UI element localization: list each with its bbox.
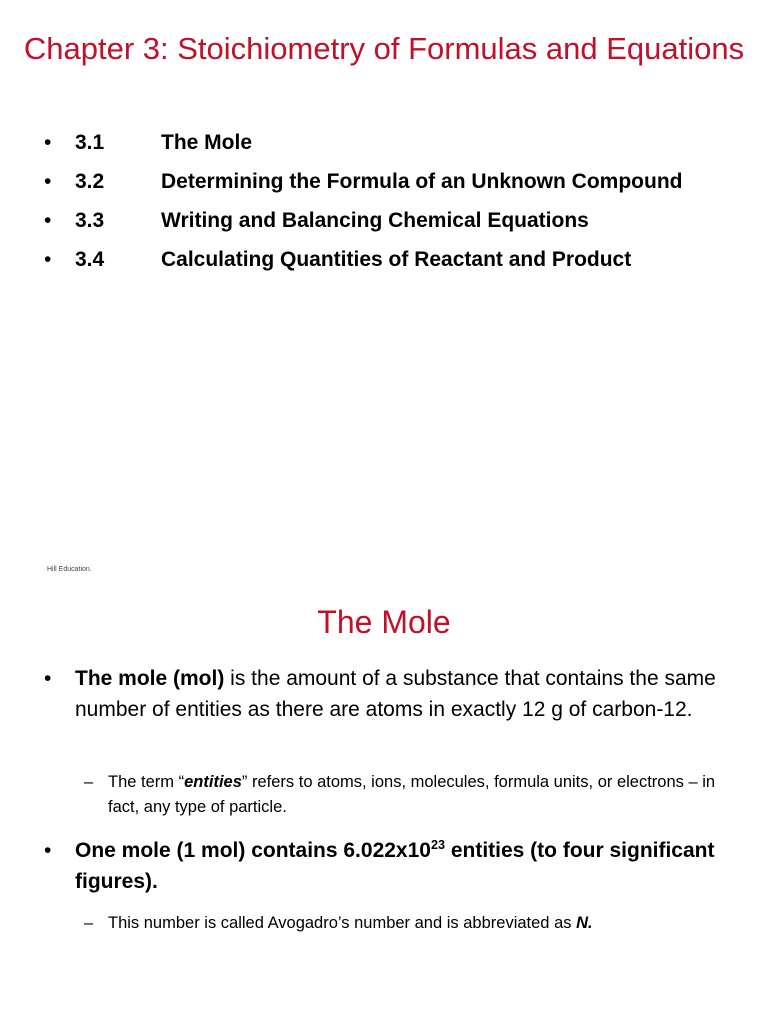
sub-bullet-text — [108, 911, 723, 936]
exponent: 23 — [430, 838, 445, 852]
sub-bullet-text — [108, 770, 723, 820]
bullet-text — [75, 835, 725, 897]
bold-term: The mole (mol) — [75, 667, 225, 690]
toc-section-number: 3.3 — [75, 209, 105, 232]
bullet-glyph: • — [44, 839, 52, 862]
text-run: One mole (1 mol) contains 6.022x10 — [75, 839, 431, 862]
bullet-glyph: • — [44, 667, 52, 690]
slide-title: Chapter 3: Stoichiometry of Formulas and Equations — [23, 31, 745, 66]
emphasized-term: entities — [184, 773, 242, 791]
slide-title: The Mole — [317, 604, 451, 640]
slide-the-mole — [0, 580, 768, 1024]
dash-glyph: – — [84, 914, 94, 932]
emphasized-symbol: N. — [576, 914, 593, 932]
copyright-credit: Hill Education. — [47, 566, 92, 573]
toc-section-number: 3.4 — [75, 248, 105, 271]
text-run: The term “ — [108, 773, 185, 791]
toc-section-number: 3.2 — [75, 170, 105, 193]
bullet-glyph: • — [44, 170, 52, 193]
bullet-text — [75, 663, 725, 725]
toc-section-title: Determining the Formula of an Unknown Compound — [161, 170, 683, 193]
toc-section-title: The Mole — [161, 131, 253, 154]
bullet-glyph: • — [44, 209, 52, 232]
toc-section-title: Writing and Balancing Chemical Equations — [161, 209, 589, 232]
toc-section-number: 3.1 — [75, 131, 105, 154]
text-run: ” refers to atoms, ions, molecules, formula units, or electrons – in fact, any type of particle. — [108, 773, 716, 816]
definition-text: is the amount of a substance that contains the same number of entities as there are atoms in exactly 12 g of carbon-12. — [75, 667, 716, 721]
dash-glyph: – — [84, 773, 94, 791]
text-run: entities (to four significant figures). — [75, 839, 715, 893]
bullet-glyph: • — [44, 248, 52, 271]
bullet-glyph: • — [44, 131, 52, 154]
toc-section-title: Calculating Quantities of Reactant and Product — [161, 248, 632, 271]
text-run: This number is called Avogadro’s number and is abbreviated as — [108, 914, 577, 932]
